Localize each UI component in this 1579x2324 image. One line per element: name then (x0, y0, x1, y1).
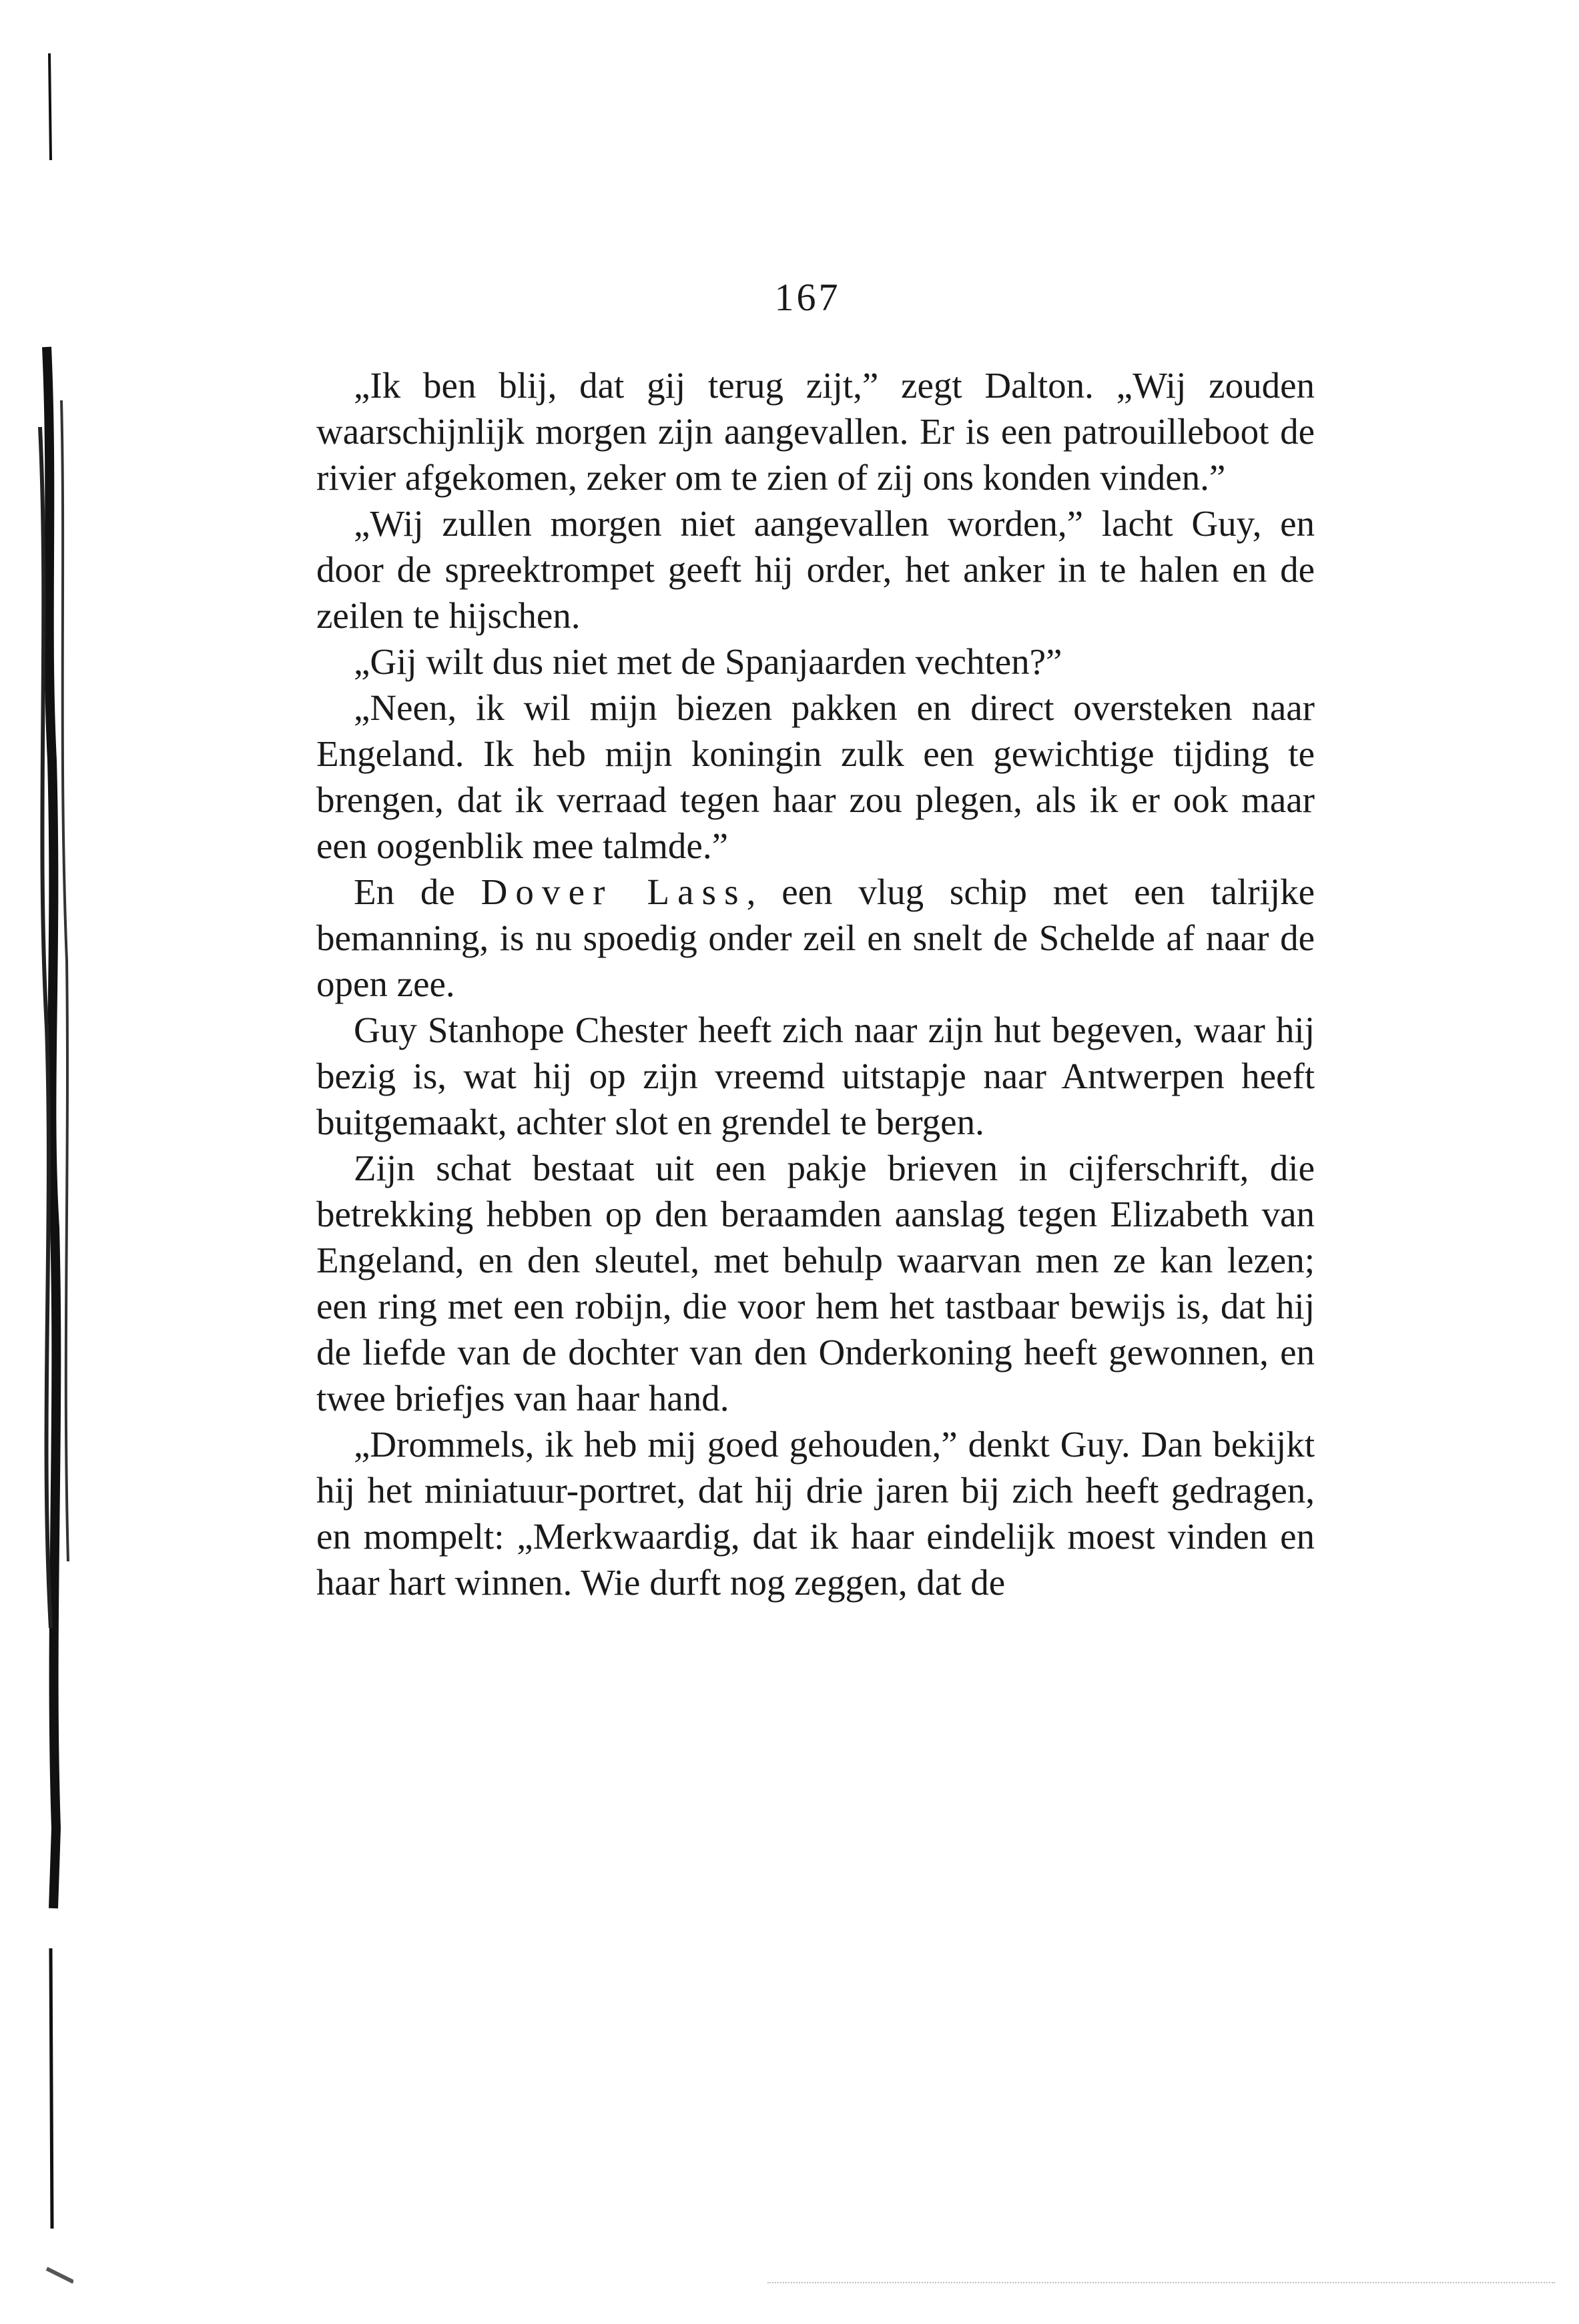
paragraph (316, 869, 1315, 1007)
paragraph: „Ik ben blij, dat gij terug zijt,” zegt Dalton. „Wij zouden waarschijnlijk morgen zijn aangevallen. Er is een patrouilleboot de rivier afgekomen, zeker om te zien of zij ons konden vinden.” (316, 365, 1315, 498)
page-number: 167 (774, 276, 841, 319)
paragraph: „Drommels, ik heb mij goed gehouden,” denkt Guy. Dan bekijkt hij het miniatuur-portret, dat hij drie jaren bij zich heeft gedragen, en mompelt: „Merkwaardig, dat ik haar eindelijk moest vinden en haar hart winnen. Wie durft nog zeggen, dat de (316, 1424, 1315, 1603)
paragraph: „Wij zullen morgen niet aangevallen worden,” lacht Guy, en door de spreektrompet geeft hij order, het anker in te halen en de zeilen te hijschen. (316, 503, 1315, 636)
body-text (316, 362, 1315, 1605)
ship-name: Dover Lass (481, 871, 747, 912)
scan-footer-dots (767, 2282, 1555, 2283)
page-edge-scan-artifact (27, 27, 73, 2309)
paragraph: Zijn schat bestaat uit een pakje brieven in cijferschrift, die betrekking hebben op den beraamden aanslag tegen Elizabeth van Engeland, en den sleutel, met behulp waarvan men ze kan lezen; een ring met een robijn, die voor hem het tastbaar bewijs is, dat hij de liefde van de dochter van den Onderkoning heeft gewonnen, en twee briefjes van haar hand. (316, 1148, 1315, 1419)
paragraph: „Gij wilt dus niet met de Spanjaarden vechten?” (354, 641, 1062, 682)
paragraph-text: , een vlug schip met een talrijke bemanning, is nu spoedig onder zeil en snelt de Schelde af naar de open zee. (316, 871, 1315, 1004)
paragraph-text: En de (354, 871, 481, 912)
paragraph: „Neen, ik wil mijn biezen pakken en direct oversteken naar Engeland. Ik heb mijn koningin zulk een gewichtige tijding te brengen, dat ik verraad tegen haar zou plegen, als ik er ook maar een oogenblik mee talmde.” (316, 687, 1315, 866)
paragraph: Guy Stanhope Chester heeft zich naar zijn hut begeven, waar hij bezig is, wat hij op zijn vreemd uitstapje naar Antwerpen heeft buitgemaakt, achter slot en grendel te bergen. (316, 1010, 1315, 1142)
